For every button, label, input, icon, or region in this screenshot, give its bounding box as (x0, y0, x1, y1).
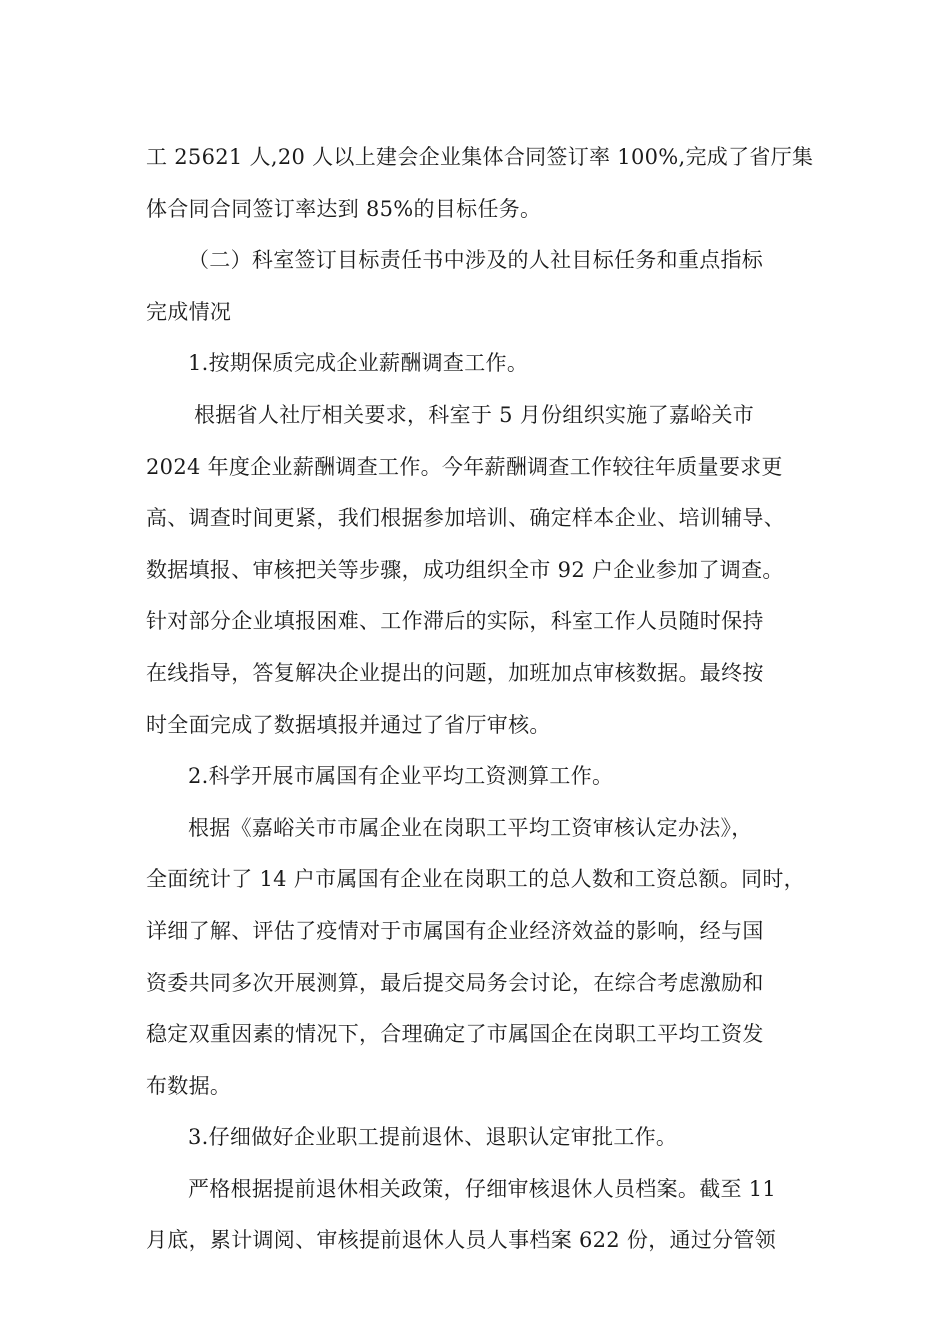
body-line: 工 25621 人,20 人以上建会企业集体合同签订率 100%,完成了省厅集 (146, 145, 814, 169)
body-line: 高、调查时间更紧，我们根据参加培训、确定样本企业、培训辅导、 (146, 506, 785, 531)
document-body (146, 132, 812, 1267)
body-line: 月底，累计调阅、审核提前退休人员人事档案 622 份，通过分管领 (146, 1228, 777, 1253)
item-heading-3: 3.仔细做好企业职工提前退休、退职认定审批工作。 (188, 1125, 678, 1150)
body-line: 稳定双重因素的情况下，合理确定了市属国企在岗职工平均工资发 (146, 1022, 764, 1047)
body-line: 2024 年度企业薪酬调查工作。今年薪酬调查工作较往年质量要求更 (146, 454, 783, 479)
body-line: 资委共同多次开展测算，最后提交局务会讨论，在综合考虑激励和 (146, 970, 764, 995)
body-line: 体合同合同签订率达到 85%的目标任务。 (146, 196, 542, 221)
body-line: 根据省人社厅相关要求，科室于 5 月份组织实施了嘉峪关市 (194, 402, 755, 427)
section-heading: （二）科室签订目标责任书中涉及的人社目标任务和重点指标 (188, 248, 764, 273)
body-line: 严格根据提前退休相关政策，仔细审核退休人员档案。截至 11 (188, 1176, 777, 1201)
section-heading-continued: 完成情况 (146, 299, 232, 324)
body-line: 针对部分企业填报困难、工作滞后的实际，科室工作人员随时保持 (146, 609, 764, 634)
body-line: 在线指导，答复解决企业提出的问题，加班加点审核数据。最终按 (146, 660, 764, 685)
body-line: 布数据。 (146, 1073, 232, 1098)
body-line: 全面统计了 14 户市属国有企业在岗职工的总人数和工资总额。同时， (146, 867, 805, 892)
item-heading-1: 1.按期保质完成企业薪酬调查工作。 (188, 351, 529, 376)
body-line: 详细了解、评估了疫情对于市属国有企业经济效益的影响，经与国 (146, 918, 764, 943)
body-line: 根据《嘉峪关市市属企业在岗职工平均工资审核认定办法》， (188, 815, 753, 840)
body-line: 数据填报、审核把关等步骤，成功组织全市 92 户企业参加了调查。 (146, 557, 784, 582)
item-heading-2: 2.科学开展市属国有企业平均工资测算工作。 (188, 764, 614, 789)
body-line: 时全面完成了数据填报并通过了省厅审核。 (146, 712, 551, 737)
